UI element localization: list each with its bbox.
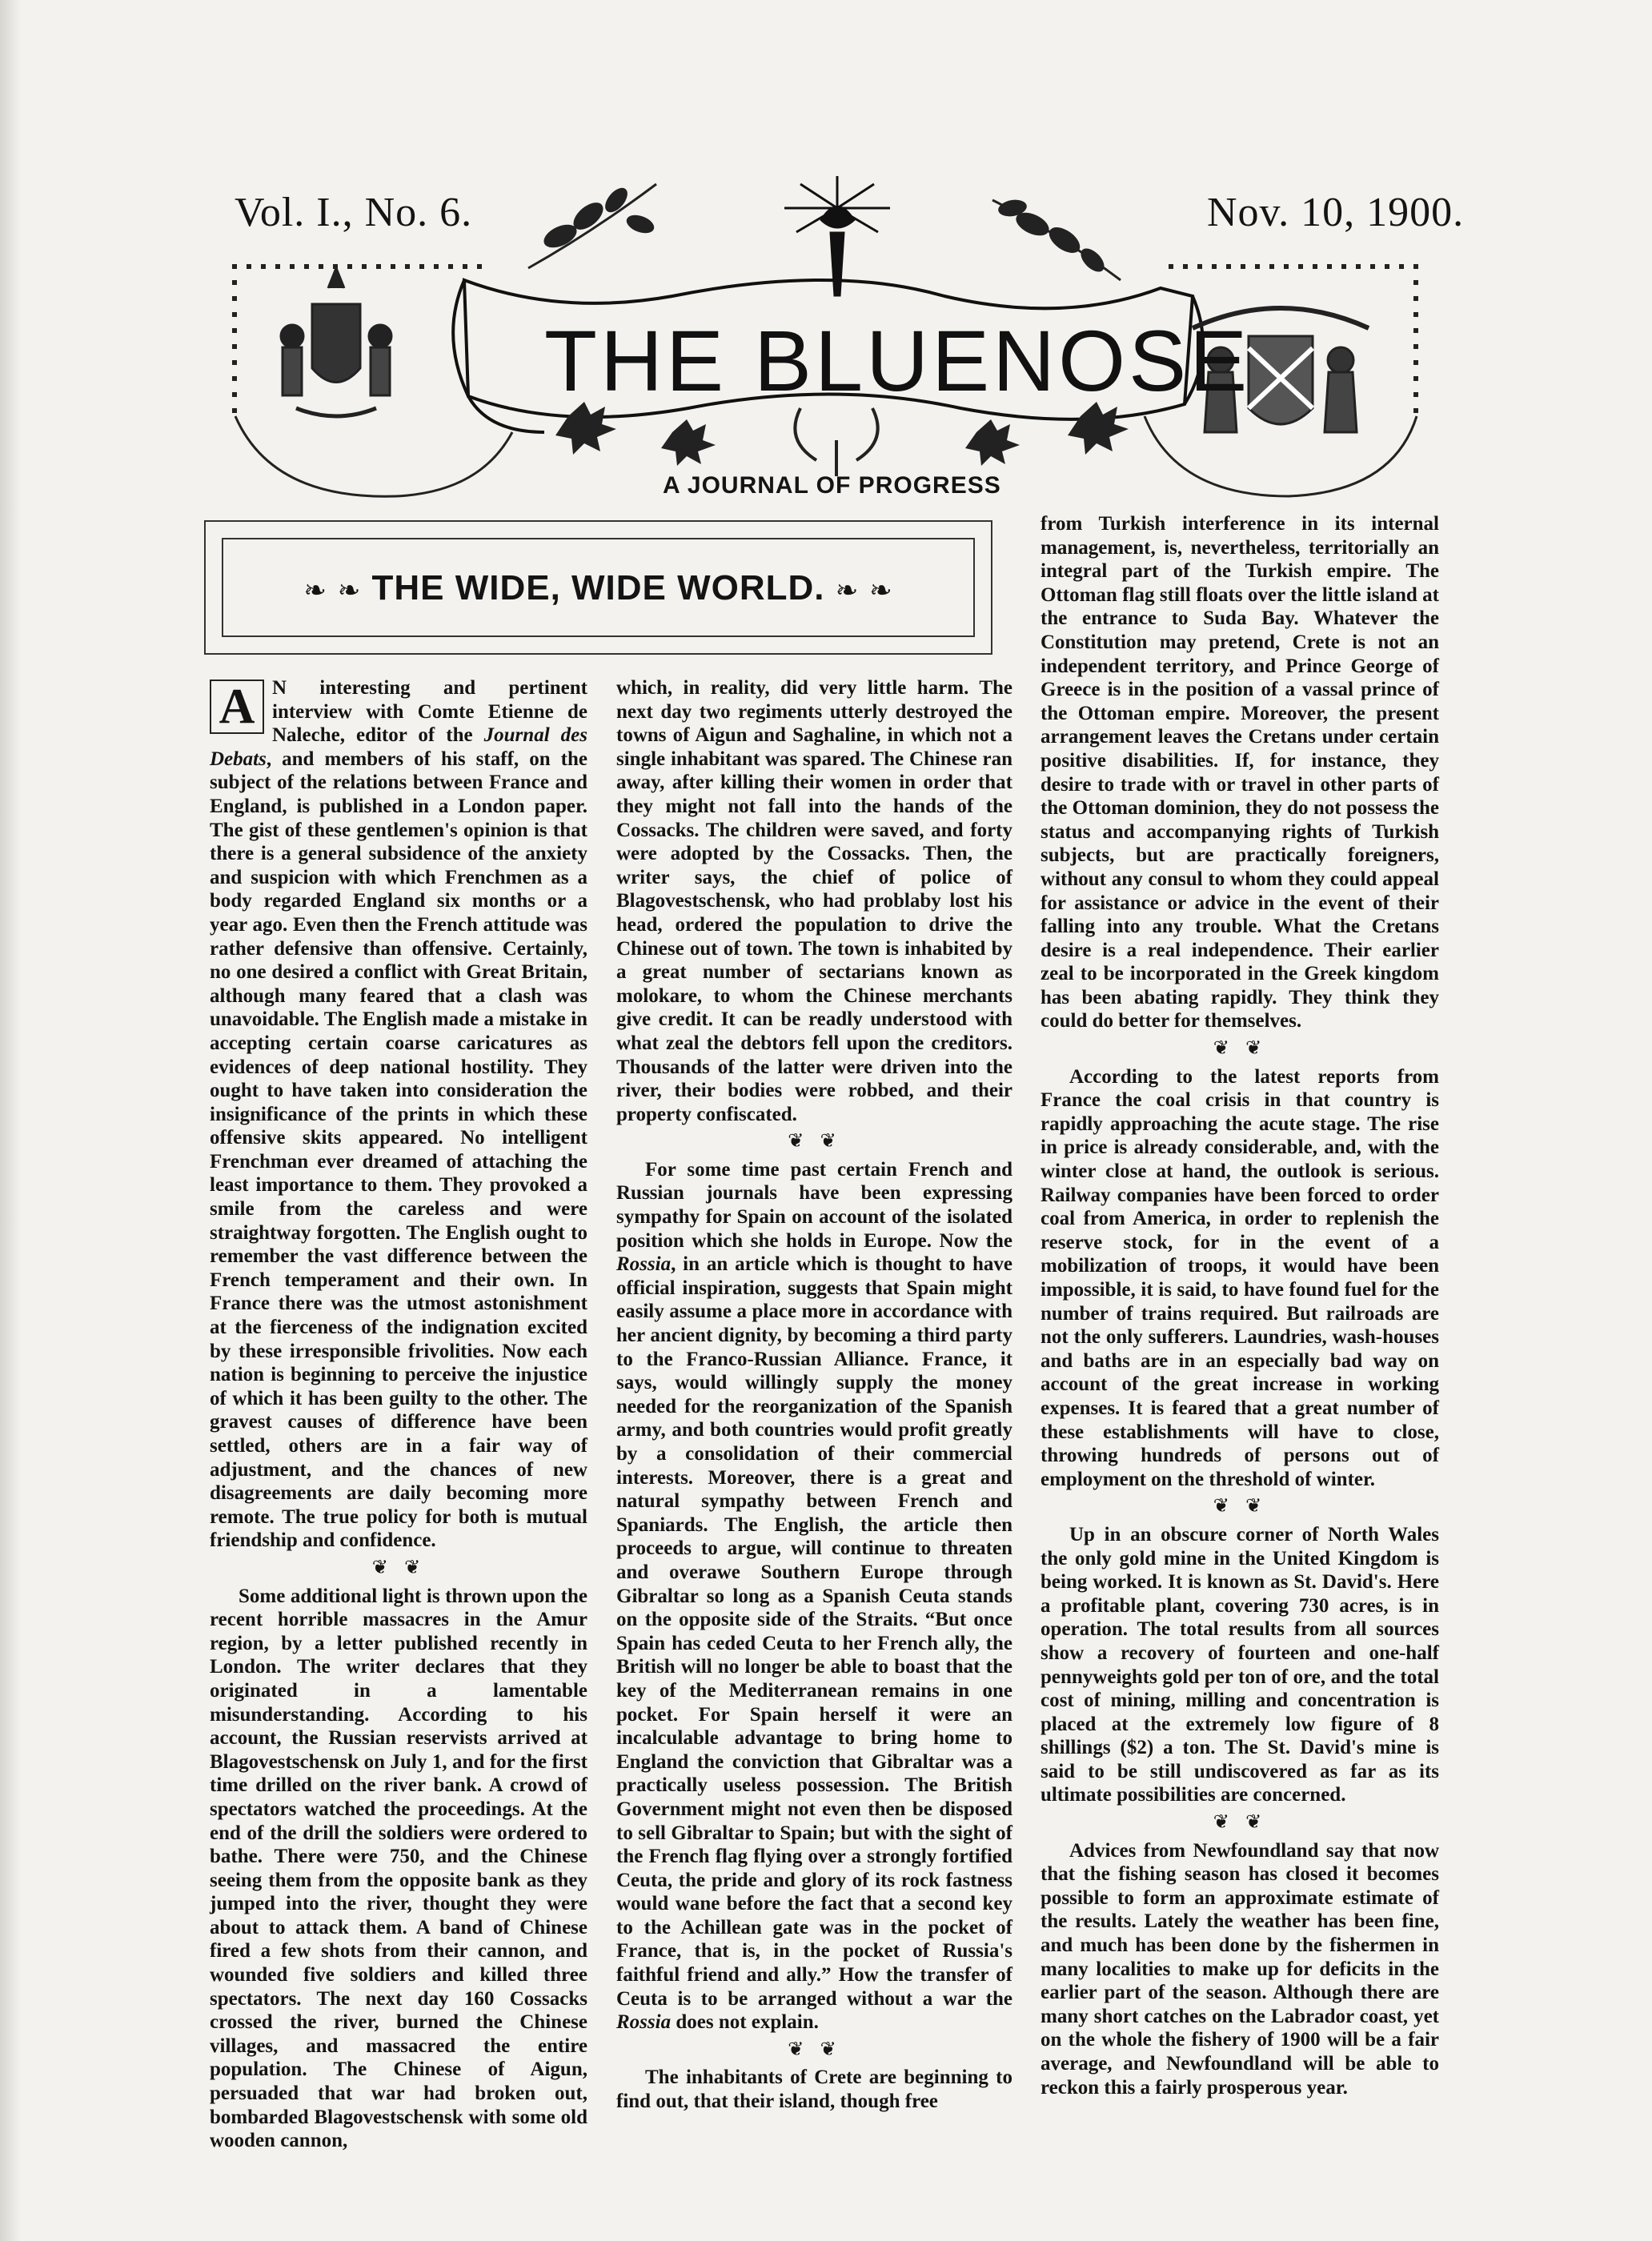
- nova-scotia-crest-left: [235, 264, 512, 496]
- column-2: [616, 676, 1012, 2114]
- issue-date: Nov. 10, 1900.: [1207, 190, 1465, 235]
- maple-leaf-garland: [555, 402, 1129, 466]
- page-edge-shadow: [0, 0, 21, 2241]
- mayflower-sprig-left: [528, 184, 656, 268]
- fleuron-separator-icon: ❦ ❦: [788, 2037, 841, 2060]
- mayflower-sprig-right: [992, 198, 1121, 280]
- article-paragraph-continued: which, in reality, did very little harm. The next day two regiments utterly destroyed the towns of Aigun and Saghaline, in which not a single inhabitant was spared. The Chinese ran away, after killing their women in order that they might not fall into the hands of the Cossacks. The children were saved, and forty were adopted by the Cossacks. Then, the writer says, the chief of police of Blagovestschensk, who had problaby lost his head, ordered the population to drive the Chinese out of town. The town is inhabited by a great number of sectarians known as molokare, to whom the Chinese merchants give credit. It can be readly understood with what zeal the debtors fell upon the creditors. Thousands of the latter were driven into the river, their bodies were robbed, and their property confiscated.: [616, 677, 1012, 1125]
- dotted-border-left: [232, 280, 237, 413]
- masthead-title: THE BLUENOSE: [544, 312, 1251, 409]
- leaf-ornament-icon: ❧ ❧: [835, 575, 893, 607]
- volume-number: Vol. I., No. 6.: [235, 190, 473, 235]
- dotted-border-top-right: [1169, 264, 1418, 269]
- section-banner-inner-frame: [222, 538, 975, 637]
- laurel-wreath: [795, 408, 877, 476]
- publication-name: Rossia: [616, 1253, 672, 1276]
- section-title-text: THE WIDE, WIDE WORLD.: [371, 568, 825, 607]
- article-paragraph-continued: from Turkish interference in its internal management, is, nevertheless, territorially an integral part of the Turkish empire. The Ottoman flag still floats over the little island at the entrance to Suda Bay. Whatever the Constitution may pretend, Crete is not an independent territory, and Prince George of Greece is in the position of a vassal prince of the Ottoman empire. Moreover, the present arrangement leaves the Cretans under certain positive disabilities. If, for instance, they desire to trade with or travel in other parts of the Ottoman dominion, they do not possess the status and accompanying rights of Turkish subjects, but are practically foreigners, without any consul to whom they could appeal for assistance or advice in the event of their falling into any trouble. What the Cretans desire is a real independence. Their earlier zeal to be incorporated in the Greek kingdom has been abating rapidly. They think they could do better for themselves.: [1041, 513, 1439, 1032]
- section-banner: [204, 520, 992, 655]
- fleuron-separator-icon: ❦ ❦: [1213, 1494, 1267, 1517]
- fleuron-separator-icon: ❦ ❦: [371, 1555, 426, 1578]
- article-paragraph: According to the latest reports from France the coal crisis in that country is rapidly approaching the acute stage. The rise in price is already considerable, and, with the winter close at hand, the outlook is serious. Railway companies have been forced to order coal from America, in order to replenish the reserve stock, for in the event of a mobilization of troops, it would have been impossible, it is said, to have found fuel for the number of trains required. But railroads are not the only sufferers. Laundries, wash-houses and baths are in an especially bad way on account of the great increase in working expenses. It is feared that a great number of these establishments will have to close, throwing hundreds of persons out of employment on the threshold of winter.: [1041, 1065, 1439, 1490]
- article-paragraph: Advices from Newfoundland say that now that the fishing season has closed it becomes possible to form an approximate estimate of the results. Lately the weather has been fine, and much has been done by the fishermen in many localities to make up for deficits in the earlier part of the season. Although there are many short catches on the Labrador coast, yet on the whole the fishery of 1900 will be a fair average, and Newfoundland will be able to reckon this a fairly prosperous year.: [1041, 1839, 1439, 2099]
- masthead-subtitle: A JOURNAL OF PROGRESS: [663, 472, 1001, 499]
- column-1: [210, 676, 587, 2153]
- torch-emblem: [784, 176, 890, 296]
- fleuron-separator-icon: ❦ ❦: [1213, 1810, 1267, 1834]
- article-paragraph: The inhabitants of Crete are beginning to find out, that their island, though free: [616, 2067, 1012, 2113]
- article-paragraph: Some additional light is thrown upon the recent horrible massacres in the Amur region, by a letter published recently in London. The writer declares that they originated in a lamentable misunderstanding. According to his account, the Russian reservists arrived at Blagovestschensk on July 1, and for the first time drilled on the river bank. A crowd of spectators watched the proceedings. At the end of the drill the soldiers were ordered to bathe. There were 750, and the Chinese seeing them from the opposite bank as they jumped into the river, thought they were about to attack them. A band of Chinese fired a few shots from their cannon, and wounded five soldiers and killed three spectators. The next day 160 Cossacks crossed the river, burned the Chinese villages, and massacred the entire population. The Chinese of Aigun, persuaded that war had broken out, bombarded Blagovestschensk with some old wooden cannon,: [210, 1585, 587, 2152]
- fleuron-separator-icon: ❦ ❦: [1213, 1036, 1267, 1060]
- article-paragraph: For some time past certain French and Russian journals have been expressing sympathy for Spain on account of the isolated position which she holds in Europe. Now the Rossia, in an article which is thought to have official inspiration, suggests that Spain might easily assume a place more in accordance with her ancient dignity, by becoming a third party to the Franco-Russian Alliance. France, it says, would willingly supply the money needed for the reorganization of the Spanish army, and both countries would profit greatly by a consolidation of their commercial interests. Moreover, there is a great and natural sympathy between French and Spaniards. The English, the article then proceeds to argue, will continue to threaten and overawe Southern Europe through Gibraltar so long as a Spanish Ceuta stands on the opposite side of the Straits. “But once Spain has ceded Ceuta to her French ally, the British will no longer be able to boast that the key of the Mediterranean remains in one pocket. For Spain herself it were an incalculable advantage to bring home to England the conviction that Gibraltar was a practically useless possession. The British Government might not even then be disposed to sell Gibraltar to Spain; but with the sight of the French flag flying over a strongly fortified Ceuta, the pride and glory of its rock fastness would wane before the fact that a second key to the Achillean gate was in the pocket of France, that is, in the pocket of Russia's faithful friend and ally.” How the transfer of Ceuta is to be arranged without a war the Rossia does not explain.: [616, 1158, 1012, 2034]
- leaf-ornament-icon: ❧ ❧: [303, 575, 362, 607]
- column-3: [1041, 512, 1439, 2099]
- section-title: [223, 568, 973, 608]
- article-paragraph: A N interesting and pertinent interview with Comte Etienne de Naleche, editor of the Journal des Debats, and members of his staff, on the subject of the relations between France and England, is published in a London paper. The gist of these gentlemen's opinion is that there is a general subsidence of the anxiety and suspicion with which Frenchmen as a body regarded England six months or a year ago. Even then the French attitude was rather defensive than offensive. Certainly, no one desired a conflict with Great Britain, although many feared that a clash was unavoidable. The English made a mistake in accepting certain coarse caricatures as evidences of deep national hostility. They ought to have taken into consideration the insignificance of the prints in which these offensive skits appeared. No intelligent Frenchman ever dreamed of attaching the least importance to them. They provoked a smile from the careless and were straightway forgotten. The English ought to remember the vast difference between the French temperament and their own. In France there was the utmost astonishment at the fierceness of the indignation excited by these irresponsible frivolities. Now each nation is beginning to perceive the injustice of which it has been guilty to the other. The gravest causes of difference have been settled, others are in a fair way of adjustment, and the chances of new disagreements are daily becoming more remote. The true policy for both is mutual friendship and confidence.: [210, 677, 587, 1552]
- dotted-border-top-left: [232, 264, 482, 269]
- article-paragraph: Up in an obscure corner of North Wales the only gold mine in the United Kingdom is being worked. It is known as St. David's. Here a profitable plant, covering 730 acres, is in operation. The total results from all sources show a recovery of fourteen and one-half pennyweights gold per ton of ore, and the total cost of mining, milling and concentration is placed at the extremely low figure of 8 shillings ($2) a ton. The St. David's mine is said to be still undiscovered as far as its ultimate possibilities are concerned.: [1041, 1523, 1439, 1806]
- drop-cap: A: [210, 680, 264, 734]
- dotted-border-right: [1413, 280, 1418, 413]
- publication-name: Journal des Debats: [210, 724, 587, 770]
- publication-name: Rossia: [616, 2011, 672, 2034]
- fleuron-separator-icon: ❦ ❦: [788, 1129, 841, 1153]
